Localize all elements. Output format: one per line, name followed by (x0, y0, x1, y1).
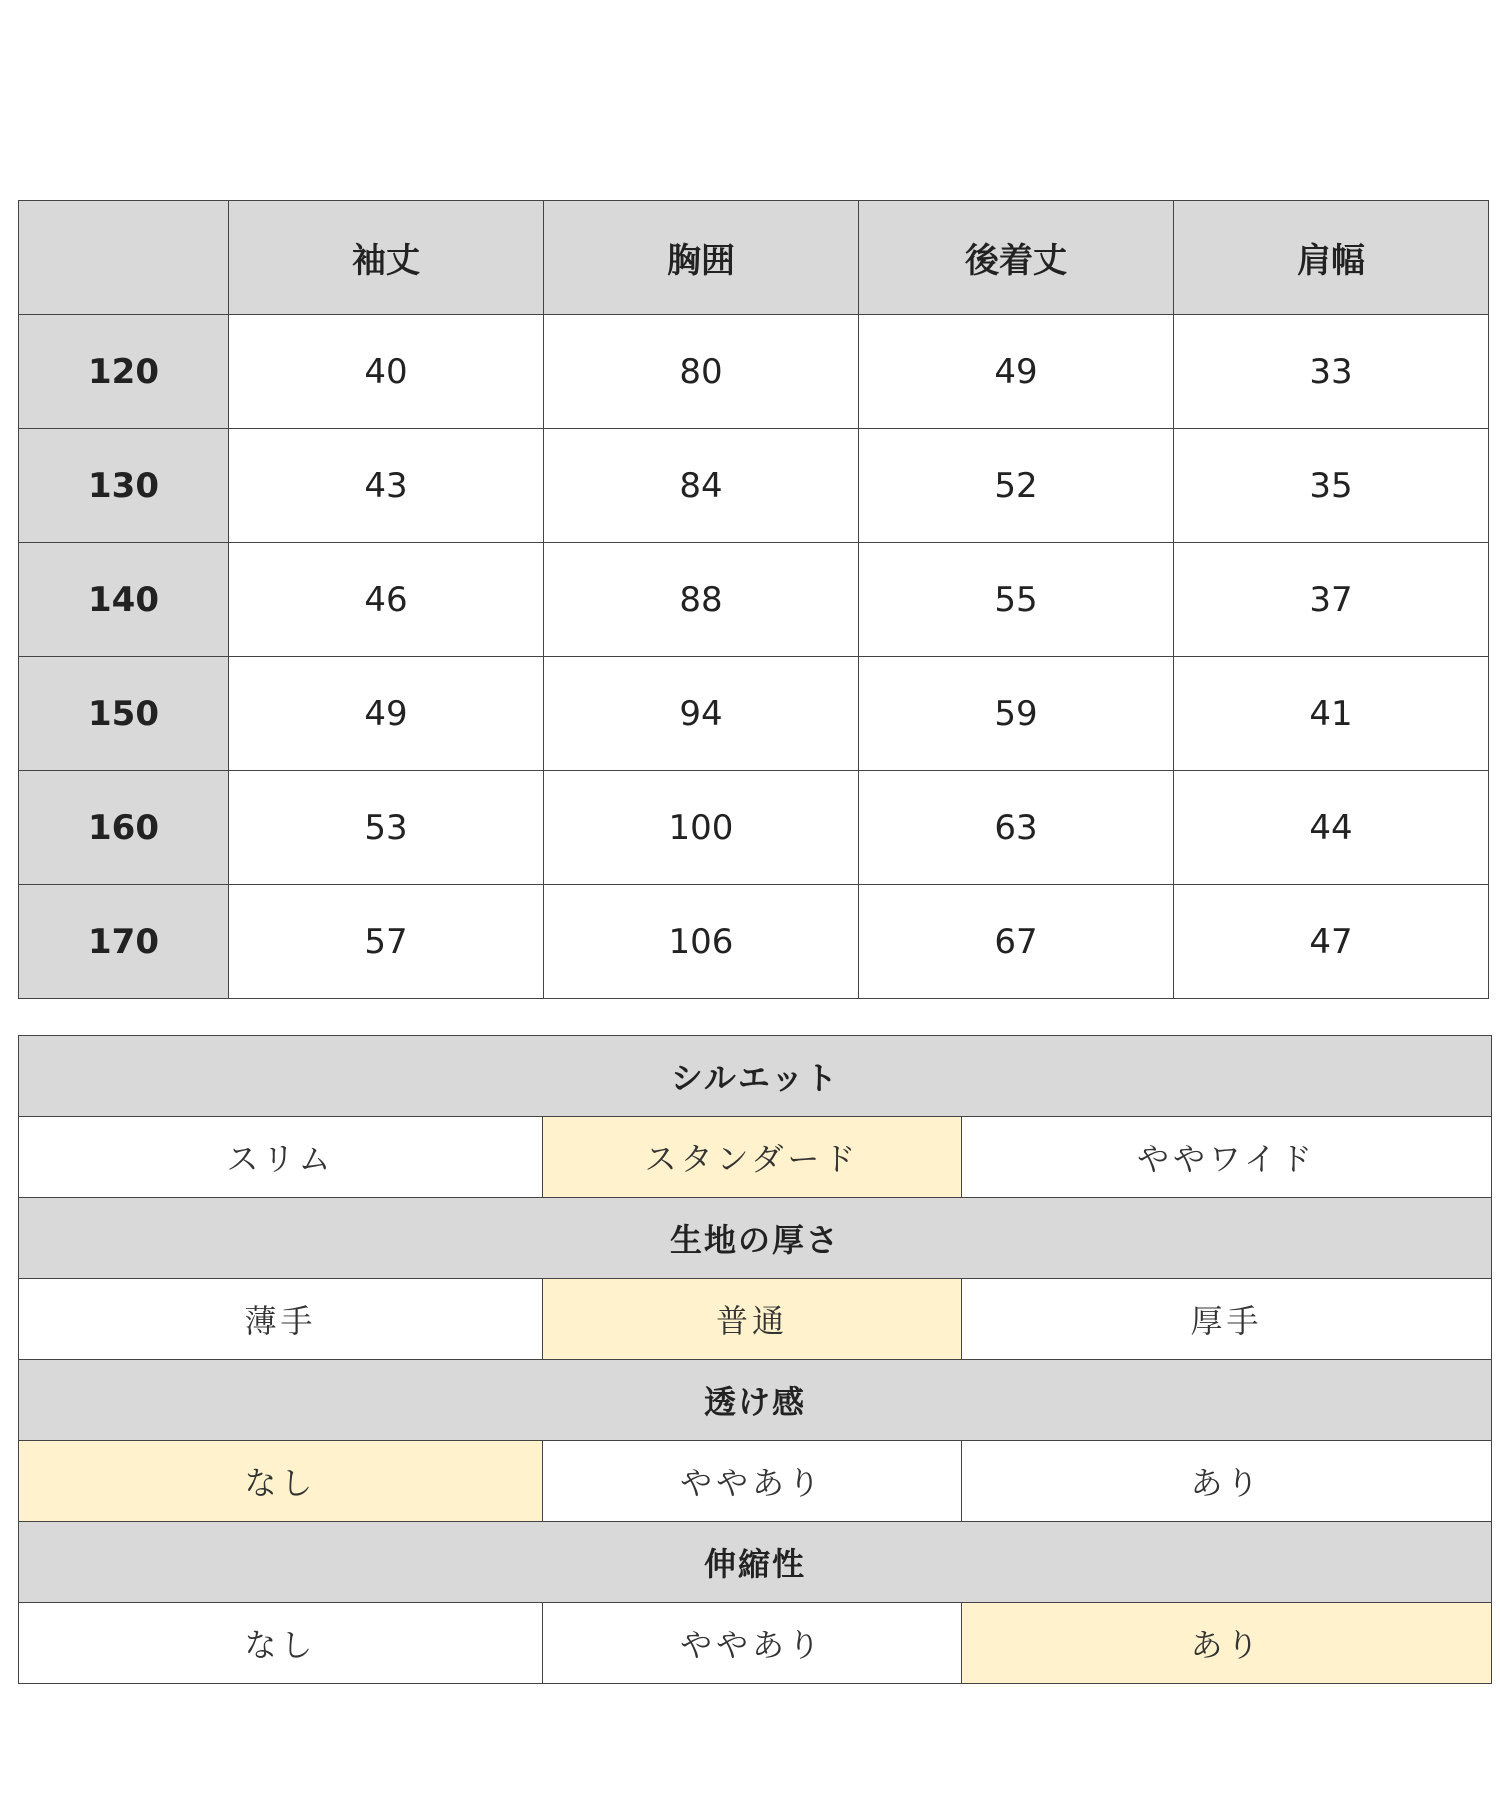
attribute-option-selected: なし (19, 1441, 543, 1522)
measurement-cell: 49 (859, 315, 1174, 429)
measurement-cell: 35 (1174, 429, 1489, 543)
column-header: 袖丈 (229, 201, 544, 315)
measurement-cell: 41 (1174, 657, 1489, 771)
attribute-option: 厚手 (962, 1279, 1492, 1360)
measurement-cell: 80 (544, 315, 859, 429)
size-label: 160 (19, 771, 229, 885)
attribute-title: 生地の厚さ (19, 1198, 1492, 1279)
fabric-attributes-table (18, 1035, 1492, 1684)
measurement-cell: 88 (544, 543, 859, 657)
table-row (19, 771, 1489, 885)
measurement-cell: 55 (859, 543, 1174, 657)
attribute-option: スリム (19, 1117, 543, 1198)
measurement-cell: 37 (1174, 543, 1489, 657)
size-label: 150 (19, 657, 229, 771)
measurement-cell: 43 (229, 429, 544, 543)
size-label: 170 (19, 885, 229, 999)
table-row (19, 429, 1489, 543)
table-row (19, 543, 1489, 657)
attribute-options-row (19, 1117, 1492, 1198)
measurement-cell: 67 (859, 885, 1174, 999)
size-label: 120 (19, 315, 229, 429)
measurement-cell: 53 (229, 771, 544, 885)
attribute-option: ややワイド (962, 1117, 1492, 1198)
column-header: 後着丈 (859, 201, 1174, 315)
measurement-cell: 57 (229, 885, 544, 999)
measurement-cell: 52 (859, 429, 1174, 543)
size-chart-corner-cell (19, 201, 229, 315)
size-label: 140 (19, 543, 229, 657)
attribute-title-row (19, 1036, 1492, 1117)
column-header: 肩幅 (1174, 201, 1489, 315)
attribute-option: 薄手 (19, 1279, 543, 1360)
table-row (19, 315, 1489, 429)
attribute-option-selected: あり (962, 1603, 1492, 1684)
attribute-title: 伸縮性 (19, 1522, 1492, 1603)
attribute-title: 透け感 (19, 1360, 1492, 1441)
attribute-option-selected: 普通 (543, 1279, 962, 1360)
measurement-cell: 59 (859, 657, 1174, 771)
measurement-cell: 100 (544, 771, 859, 885)
attribute-option: ややあり (543, 1603, 962, 1684)
attribute-option: あり (962, 1441, 1492, 1522)
column-header: 胸囲 (544, 201, 859, 315)
attribute-option-selected: スタンダード (543, 1117, 962, 1198)
measurement-cell: 106 (544, 885, 859, 999)
size-label: 130 (19, 429, 229, 543)
measurement-cell: 40 (229, 315, 544, 429)
attribute-options-row (19, 1279, 1492, 1360)
measurement-cell: 33 (1174, 315, 1489, 429)
attribute-title-row (19, 1522, 1492, 1603)
size-chart-table (18, 200, 1489, 999)
size-chart-header-row (19, 201, 1489, 315)
measurement-cell: 47 (1174, 885, 1489, 999)
table-row (19, 885, 1489, 999)
attribute-title-row (19, 1360, 1492, 1441)
measurement-cell: 63 (859, 771, 1174, 885)
attribute-options-row (19, 1603, 1492, 1684)
measurement-cell: 46 (229, 543, 544, 657)
measurement-cell: 44 (1174, 771, 1489, 885)
attribute-title-row (19, 1198, 1492, 1279)
measurement-cell: 49 (229, 657, 544, 771)
fabric-attributes-section (18, 1035, 1491, 1684)
measurement-cell: 84 (544, 429, 859, 543)
attribute-option: なし (19, 1603, 543, 1684)
measurement-cell: 94 (544, 657, 859, 771)
attribute-options-row (19, 1441, 1492, 1522)
attribute-option: ややあり (543, 1441, 962, 1522)
attribute-title: シルエット (19, 1036, 1492, 1117)
table-row (19, 657, 1489, 771)
